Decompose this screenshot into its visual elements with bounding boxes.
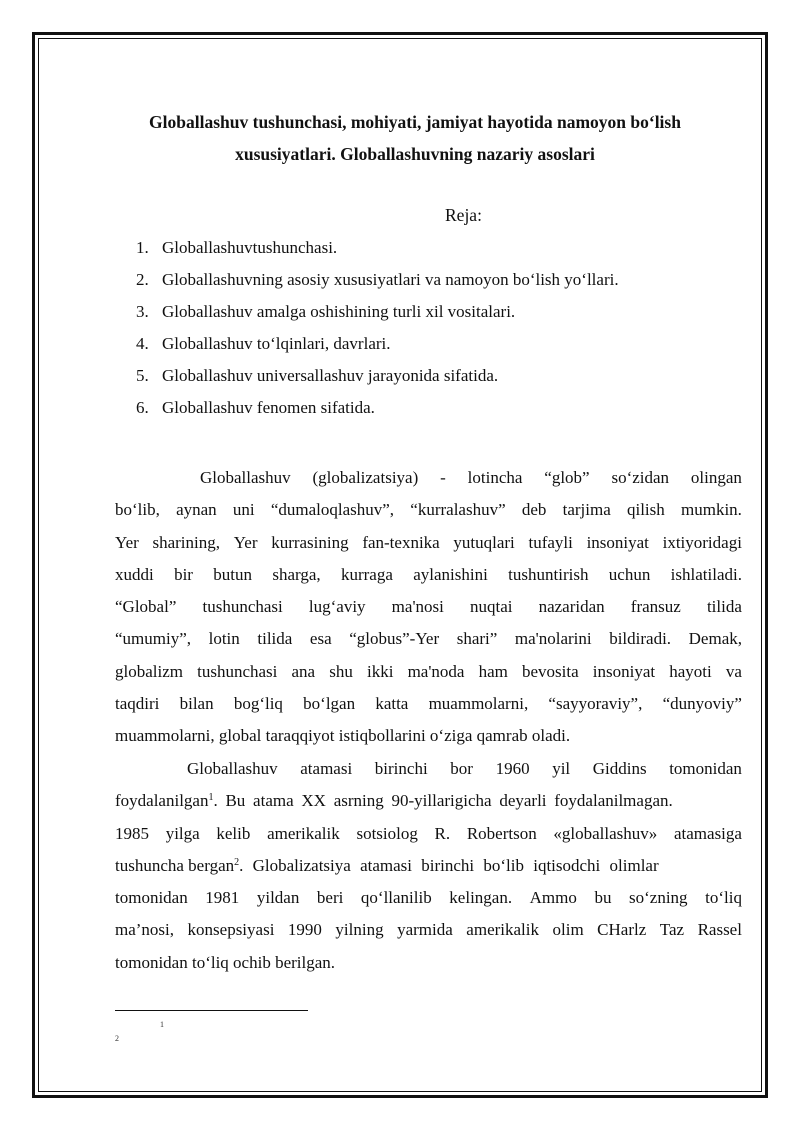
word: bildiradi. bbox=[609, 629, 672, 649]
word: kurraga bbox=[340, 564, 393, 584]
plan-item bbox=[136, 396, 619, 428]
word: aylanishini bbox=[413, 564, 488, 584]
word: kelingan. bbox=[449, 888, 513, 908]
word: shu bbox=[329, 661, 353, 681]
word: “kurralashuv” bbox=[410, 500, 506, 520]
word: 1985 bbox=[115, 823, 149, 843]
word: fransuz bbox=[630, 597, 681, 617]
word: nazaridan bbox=[538, 597, 605, 617]
paragraph-line: muammolarni, global taraqqiyot istiqbollarini o‘ziga qamrab oladi. bbox=[115, 726, 571, 746]
word: R. bbox=[434, 823, 451, 843]
word: yildan bbox=[256, 888, 300, 908]
plan-item-text: Globallashuv fenomen sifatida. bbox=[162, 398, 375, 417]
plan-item bbox=[136, 236, 619, 268]
footnote-ref-2[interactable]: 2 bbox=[234, 856, 240, 868]
word: “dunyoviy” bbox=[662, 694, 742, 714]
word: ma’nosi, bbox=[115, 920, 175, 940]
word: 1990 bbox=[287, 920, 322, 940]
word: Yer bbox=[233, 532, 258, 552]
word: katta bbox=[375, 694, 409, 714]
paragraph-line bbox=[115, 757, 742, 789]
word: “Global” bbox=[115, 597, 177, 617]
word: nuqtai bbox=[469, 597, 513, 617]
word: “glob” bbox=[544, 468, 590, 487]
word: lug‘aviy bbox=[308, 597, 366, 617]
word: Globallashuv bbox=[200, 468, 291, 487]
plan-item-text: Globallashuvning asosiy xususiyatlari va namoyon bo‘lish yo‘llari. bbox=[162, 270, 619, 289]
paragraph-line bbox=[115, 854, 742, 886]
text-run: foydalanilgan bbox=[115, 791, 209, 811]
plan-item bbox=[136, 300, 619, 332]
paragraph-line bbox=[115, 789, 742, 821]
word: yil bbox=[552, 759, 571, 778]
footnote-separator bbox=[115, 1010, 308, 1011]
word: fan-texnika bbox=[362, 532, 440, 552]
plan-item-number: 6. bbox=[136, 398, 149, 417]
word: taqdiri bbox=[115, 694, 160, 714]
word: yilning bbox=[335, 920, 384, 940]
word: Ammo bbox=[529, 888, 577, 908]
footnote-mark-2: 2 bbox=[115, 1034, 119, 1043]
plan-item bbox=[136, 268, 619, 300]
paragraph-line bbox=[115, 886, 742, 918]
word: va bbox=[725, 661, 742, 681]
word: so‘zning bbox=[629, 888, 688, 908]
word: tilida bbox=[257, 629, 293, 649]
word: tomonidan bbox=[669, 759, 742, 778]
paragraph-2 bbox=[115, 757, 742, 983]
word: aynan bbox=[176, 500, 217, 520]
word: yarmida bbox=[397, 920, 453, 940]
word: tomonidan bbox=[115, 888, 188, 908]
word: uchun bbox=[608, 564, 651, 584]
paragraph-line bbox=[115, 498, 742, 530]
word: sotsiolog bbox=[356, 823, 418, 843]
plan-item-text: Globallashuvtushunchasi. bbox=[162, 238, 338, 257]
text-run: . Bu atama XX asrning 90-yillarigicha deyarli foydalanilmagan. bbox=[213, 791, 673, 811]
document-title bbox=[110, 106, 720, 170]
word: qo‘llanilib bbox=[360, 888, 432, 908]
paragraph-line bbox=[115, 466, 742, 498]
title-line-2: xususiyatlari. Globallashuvning nazariy asoslari bbox=[235, 144, 595, 164]
word: tilida bbox=[706, 597, 742, 617]
word: insoniyat bbox=[586, 532, 649, 552]
word: ixtiyoridagi bbox=[662, 532, 742, 552]
word: “sayyoraviy”, bbox=[548, 694, 643, 714]
word: lotin bbox=[208, 629, 240, 649]
word: Taz bbox=[659, 920, 685, 940]
word: lotincha bbox=[467, 468, 523, 487]
plan-item bbox=[136, 332, 619, 364]
paragraph-line bbox=[115, 627, 742, 659]
word: “umumiy”, bbox=[115, 629, 192, 649]
word: kurrasining bbox=[271, 532, 349, 552]
word: ikki bbox=[366, 661, 394, 681]
word: ham bbox=[478, 661, 508, 681]
word: deb bbox=[521, 500, 547, 520]
plan-item-text: Globallashuv to‘lqinlari, davrlari. bbox=[162, 334, 391, 353]
word: amerikalik bbox=[466, 920, 539, 940]
paragraph-line bbox=[115, 563, 742, 595]
word: 1981 bbox=[205, 888, 240, 908]
word: olingan bbox=[690, 468, 742, 487]
plan-item-number: 3. bbox=[136, 302, 149, 321]
word: 1960 bbox=[495, 759, 530, 778]
word: olim bbox=[552, 920, 584, 940]
word: konsepsiyasi bbox=[187, 920, 275, 940]
word: so‘zidan bbox=[611, 468, 670, 487]
title-line-1: Globallashuv tushunchasi, mohiyati, jamiyat hayotida namoyon bo‘lish bbox=[149, 112, 681, 132]
plan-item bbox=[136, 364, 619, 396]
word: sharga, bbox=[272, 564, 321, 584]
word: ana bbox=[291, 661, 316, 681]
paragraph-line bbox=[115, 918, 742, 950]
word: globalizm bbox=[115, 661, 183, 681]
plan-heading: Reja: bbox=[445, 205, 482, 225]
word: hayoti bbox=[669, 661, 712, 681]
word: bir bbox=[174, 564, 193, 584]
word: (globalizatsiya) bbox=[312, 468, 419, 487]
plan-list bbox=[136, 236, 619, 428]
word: bilan bbox=[179, 694, 214, 714]
word: atamasi bbox=[300, 759, 353, 778]
word: esa bbox=[309, 629, 332, 649]
word: ma'noda bbox=[407, 661, 465, 681]
word: birinchi bbox=[374, 759, 428, 778]
word: insoniyat bbox=[592, 661, 656, 681]
plan-item-number: 1. bbox=[136, 238, 149, 257]
plan-item-text: Globallashuv universallashuv jarayonida sifatida. bbox=[162, 366, 499, 385]
paragraph-line: tomonidan to‘liq ochib berilgan. bbox=[115, 952, 336, 972]
word: Globallashuv bbox=[187, 759, 278, 778]
word: Yer bbox=[115, 532, 139, 552]
word: shari” bbox=[456, 629, 498, 649]
word: tushuntirish bbox=[508, 564, 589, 584]
word: - bbox=[440, 468, 446, 487]
word: tushunchasi bbox=[197, 661, 278, 681]
word: CHarlz bbox=[597, 920, 647, 940]
paragraph-line bbox=[115, 692, 742, 724]
plan-item-text: Globallashuv amalga oshishining turli xil vositalari. bbox=[162, 302, 516, 321]
word: “dumaloqlashuv”, bbox=[270, 500, 395, 520]
plan-item-number: 5. bbox=[136, 366, 149, 385]
word: sharining, bbox=[152, 532, 221, 552]
paragraph-line bbox=[115, 822, 742, 854]
word: mumkin. bbox=[681, 500, 742, 520]
word: ma'nolarini bbox=[514, 629, 592, 649]
footnote-ref-1[interactable]: 1 bbox=[208, 792, 214, 804]
word: yilga bbox=[165, 823, 200, 843]
word: uni bbox=[232, 500, 255, 520]
word: butun bbox=[213, 564, 253, 584]
paragraph-line bbox=[115, 595, 742, 627]
word: «globallashuv» bbox=[553, 823, 658, 843]
plan-item-number: 4. bbox=[136, 334, 149, 353]
word: tushunchasi bbox=[202, 597, 283, 617]
paragraph-1 bbox=[115, 466, 742, 757]
word: qilish bbox=[626, 500, 665, 520]
word: bo‘lib, bbox=[115, 500, 160, 520]
word: Robertson bbox=[466, 823, 537, 843]
word: xuddi bbox=[115, 564, 154, 584]
word: Giddins bbox=[592, 759, 647, 778]
word: bo‘lgan bbox=[303, 694, 356, 714]
word: ishlatiladi. bbox=[670, 564, 742, 584]
word: “globus”-Yer bbox=[349, 629, 440, 649]
word: Rassel bbox=[697, 920, 742, 940]
word: ma'nosi bbox=[391, 597, 444, 617]
word: to‘liq bbox=[705, 888, 742, 908]
paragraph-line bbox=[115, 531, 742, 563]
word: muammolarni, bbox=[428, 694, 529, 714]
paragraph-line bbox=[115, 660, 742, 692]
word: yutuqlari bbox=[453, 532, 515, 552]
word: atamasiga bbox=[673, 823, 742, 843]
text-run: tushuncha bergan bbox=[115, 855, 235, 875]
word: kelib bbox=[216, 823, 251, 843]
word: bor bbox=[450, 759, 473, 778]
word: beri bbox=[316, 888, 344, 908]
text-run: . Globalizatsiya atamasi birinchi bo‘lib iqtisodchi olimlar bbox=[239, 855, 659, 875]
word: amerikalik bbox=[267, 823, 340, 843]
plan-item-number: 2. bbox=[136, 270, 149, 289]
footnote-mark-1: 1 bbox=[160, 1020, 164, 1029]
word: bog‘liq bbox=[233, 694, 283, 714]
word: tufayli bbox=[528, 532, 573, 552]
word: bevosita bbox=[521, 661, 579, 681]
word: bu bbox=[594, 888, 612, 908]
word: tarjima bbox=[562, 500, 611, 520]
word: Demak, bbox=[688, 629, 742, 649]
